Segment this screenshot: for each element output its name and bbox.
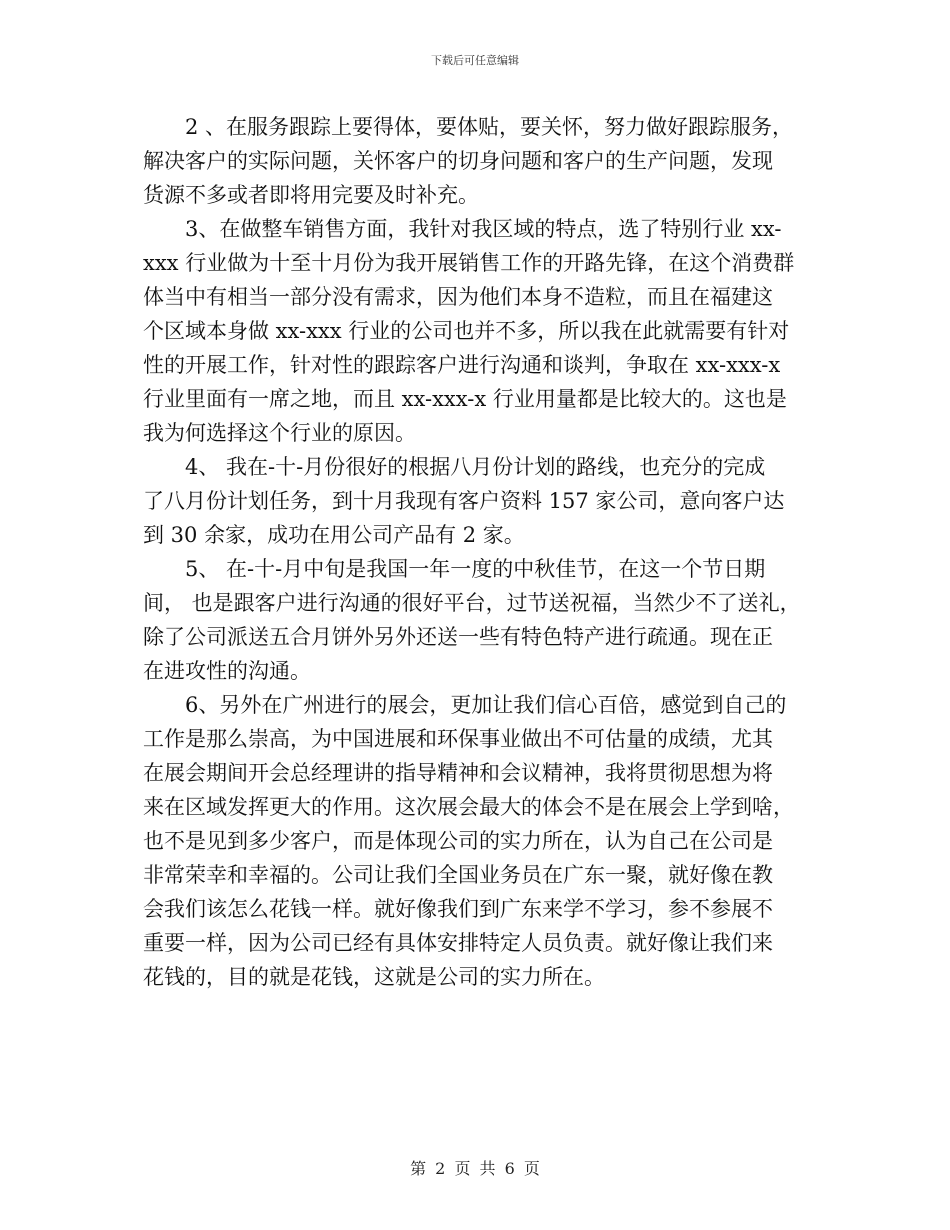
body-line: 会我们该怎么花钱一样。就好像我们到广东来学不学习，参不参展不 — [143, 897, 773, 921]
body-line: 间， 也是跟客户进行沟通的很好平台，过节送祝福，当然少不了送礼， — [143, 591, 801, 615]
page-header: 下载后可任意编辑 — [431, 54, 519, 67]
body-line: 2 、在服务跟踪上要得体，要体贴，要关怀，努力做好跟踪服务， — [143, 115, 794, 139]
body-line: 5、 在-十-月中旬是我国一年一度的中秋佳节，在这一个节日期 — [143, 557, 766, 581]
body-line: 解决客户的实际问题，关怀客户的切身问题和客户的生产问题，发现 — [143, 149, 773, 173]
body-line: 行业里面有一席之地，而且 xx-xxx-x 行业用量都是比较大的。这也是 — [143, 387, 787, 411]
body-line: 4、 我在-十-月份很好的根据八月份计划的路线，也充分的完成 — [143, 455, 766, 479]
body-line: 3、在做整车销售方面，我针对我区域的特点，选了特别行业 xx- — [143, 217, 782, 241]
body-line: 6、另外在广州进行的展会，更加让我们信心百倍，感觉到自己的 — [143, 693, 787, 717]
body-line: 我为何选择这个行业的原因。 — [143, 421, 416, 445]
body-line: 花钱的，目的就是花钱，这就是公司的实力所在。 — [143, 965, 605, 989]
body-line: 也不是见到多少客户，而是体现公司的实力所在，认为自己在公司是 — [143, 829, 773, 853]
page-footer: 第 2 页 共 6 页 — [410, 1159, 540, 1178]
document-body — [143, 110, 808, 994]
body-line: 来在区域发挥更大的作用。这次展会最大的体会不是在展会上学到啥， — [143, 795, 794, 819]
body-line: 在进攻性的沟通。 — [143, 659, 311, 683]
body-line: 性的开展工作，针对性的跟踪客户进行沟通和谈判，争取在 xx-xxx-x — [143, 353, 781, 377]
body-line: 在展会期间开会总经理讲的指导精神和会议精神，我将贯彻思想为将 — [143, 761, 773, 785]
body-line: 工作是那么崇高，为中国进展和环保事业做出不可估量的成绩，尤其 — [143, 727, 773, 751]
body-line: 个区域本身做 xx-xxx 行业的公司也并不多，所以我在此就需要有针对 — [143, 319, 790, 343]
body-line: 重要一样，因为公司已经有具体安排特定人员负责。就好像让我们来 — [143, 931, 773, 955]
body-line: 了八月份计划任务，到十月我现有客户资料 157 家公司，意向客户达 — [143, 489, 785, 513]
body-line: 除了公司派送五合月饼外另外还送一些有特色特产进行疏通。现在正 — [143, 625, 773, 649]
body-line: 到 30 余家，成功在用公司产品有 2 家。 — [143, 523, 525, 547]
body-line: 非常荣幸和幸福的。公司让我们全国业务员在广东一聚，就好像在教 — [143, 863, 773, 887]
body-line: 货源不多或者即将用完要及时补充。 — [143, 183, 479, 207]
body-line: 体当中有相当一部分没有需求，因为他们本身不造粒，而且在福建这 — [143, 285, 773, 309]
body-line: xxx 行业做为十至十月份为我开展销售工作的开路先锋，在这个消费群 — [143, 251, 795, 275]
